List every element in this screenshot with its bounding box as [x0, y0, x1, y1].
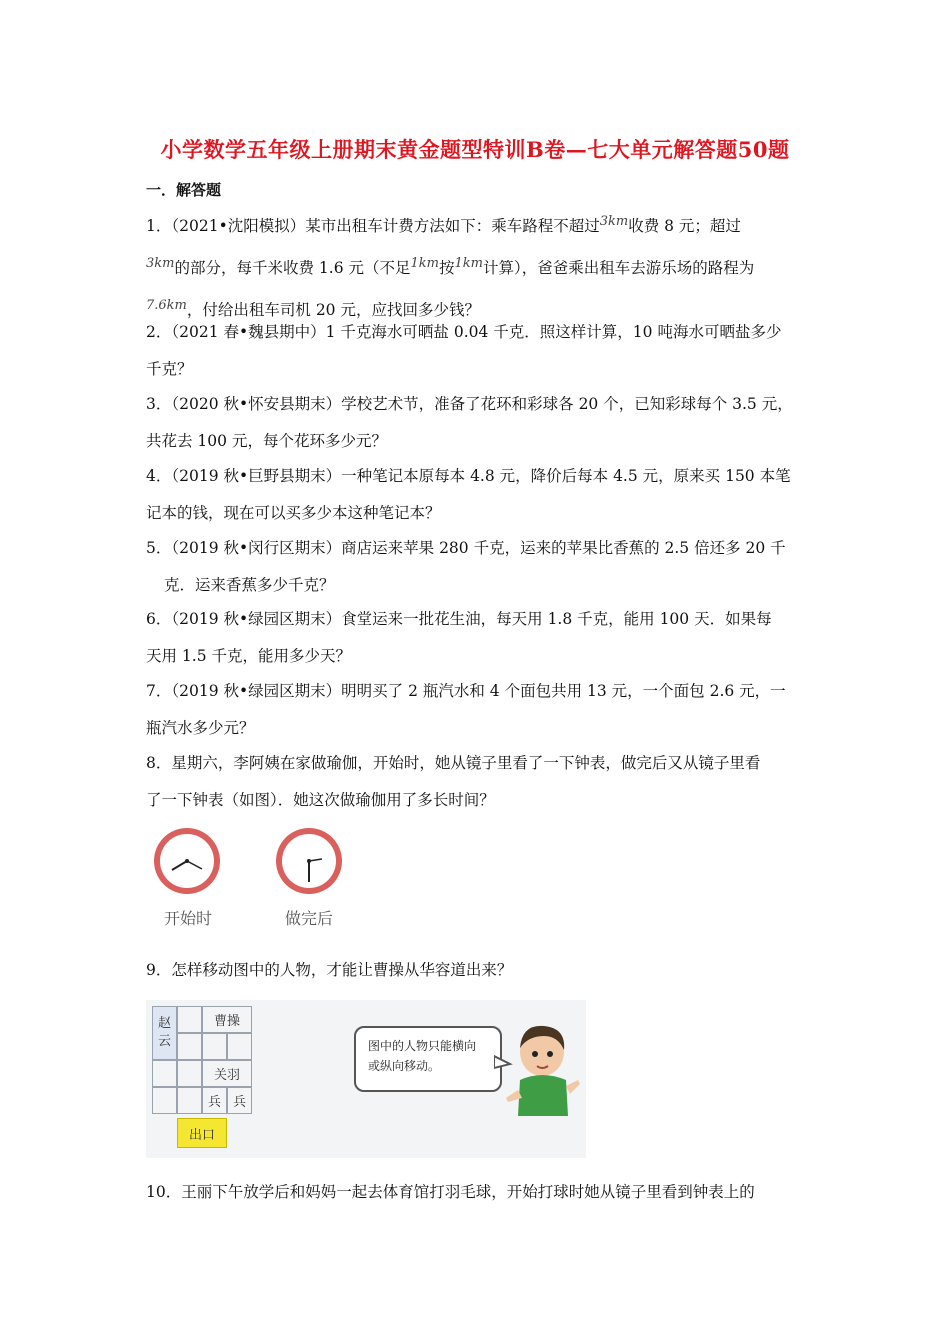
soldier-piece-2: 兵 [227, 1087, 252, 1114]
question-number: 4． [146, 467, 172, 485]
question-2 [146, 314, 811, 388]
question-7 [146, 673, 811, 747]
question-text: 计算），爸爸乘出租车去游乐场的路程为 [482, 259, 755, 277]
grid-cell [152, 1060, 177, 1087]
question-text: 天用 1.5 千克，能用多少天？ [146, 647, 352, 665]
math-expression: 3km [146, 256, 175, 271]
piece-label: 赵 [157, 1016, 171, 1031]
grid-cell [227, 1033, 252, 1060]
piece-label: 云 [157, 1034, 171, 1049]
grid-cell [202, 1033, 227, 1060]
clock-figure [150, 826, 360, 936]
question-text: 按 [438, 259, 455, 277]
soldier-piece-1: 兵 [202, 1087, 227, 1114]
question-text: 怎样移动图中的人物，才能让曹操从华容道出来？ [171, 961, 513, 979]
question-text: 共花去 100 元，每个花环多少元？ [146, 432, 387, 450]
question-number: 9． [146, 961, 172, 979]
question-text: （2019 秋•巨野县期末）一种笔记本原每本 4.8 元，降价后每本 4.5 元，原来买 150 本笔 [171, 467, 791, 485]
question-number: 6． [146, 610, 172, 628]
question-number: 8． [146, 754, 172, 772]
start-clock-label: 开始时 [164, 909, 213, 928]
speech-line: 图中的人物只能横向 [368, 1039, 477, 1053]
question-text: 记本的钱，现在可以买多少本这种笔记本？ [146, 504, 441, 522]
end-clock-label: 做完后 [285, 909, 334, 928]
speech-line: 或纵向移动。 [368, 1059, 441, 1073]
question-text: （2020 秋•怀安县期末）学校艺术节，准备了花环和彩球各 20 个，已知彩球每个 3.5 元， [171, 395, 793, 413]
question-9 [146, 952, 811, 989]
math-expression: 1km [410, 256, 439, 271]
question-text: 收费 8 元；超过 [628, 217, 741, 235]
question-number: 10． [146, 1183, 182, 1201]
grid-cell [177, 1087, 202, 1114]
question-text: 克．运来香蕉多少千克？ [164, 576, 335, 594]
clocks-graphic [150, 826, 360, 896]
question-text: 星期六，李阿姨在家做瑜伽，开始时，她从镜子里看了一下钟表，做完后又从镜子里看 [171, 754, 761, 772]
math-expression: 1km [454, 256, 483, 271]
section-heading: 一．解答题 [146, 181, 222, 199]
question-text: （2019 秋•绿园区期末）食堂运来一批花生油，每天用 1.8 千克，能用 100 天．如果每 [171, 610, 772, 628]
start-clock [154, 828, 220, 894]
question-text: （2019 秋•闵行区期末）商店运来苹果 280 千克，运来的苹果比香蕉的 2.5 倍还多 20 千 [171, 539, 786, 557]
question-10 [146, 1174, 811, 1211]
boy-illustration-icon [504, 1020, 584, 1130]
question-text: （2019 秋•绿园区期末）明明买了 2 瓶汽水和 4 个面包共用 13 元，一个面包 2.6 元，一 [171, 682, 786, 700]
guan-yu-piece: 关羽 [202, 1060, 252, 1087]
question-number: 3． [146, 395, 172, 413]
question-6 [146, 601, 811, 675]
question-3 [146, 386, 811, 460]
question-text: （2021 春•魏县期中）1 千克海水可晒盐 0.04 千克．照这样计算，10 吨海水可晒盐多少 [171, 323, 782, 341]
grid-cell [152, 1087, 177, 1114]
zhao-yun-piece [152, 1006, 177, 1060]
question-text: 瓶汽水多少元？ [146, 719, 255, 737]
page-title: 小学数学五年级上册期末黄金题型特训B卷—七大单元解答题50题 [160, 137, 790, 162]
question-number: 2． [146, 323, 172, 341]
question-text: （2021•沈阳模拟）某市出租车计费方法如下：乘车路程不超过 [171, 217, 600, 235]
question-number: 7． [146, 682, 172, 700]
question-4 [146, 458, 811, 532]
question-1 [146, 203, 811, 329]
question-number: 1． [146, 217, 172, 235]
question-text: 的部分，每千米收费 1.6 元（不足 [174, 259, 411, 277]
question-text: ，付给出租车司机 20 元，应找回多少钱？ [186, 301, 480, 319]
huarong-puzzle-figure [146, 1000, 586, 1158]
grid-cell [177, 1033, 202, 1060]
question-5 [146, 530, 811, 604]
exit-box: 出口 [177, 1118, 227, 1148]
question-number: 5． [146, 539, 172, 557]
grid-cell [177, 1006, 202, 1033]
math-expression: 7.6km [146, 298, 187, 313]
speech-bubble [354, 1026, 502, 1092]
math-expression: 3km [599, 214, 629, 229]
end-clock [276, 828, 342, 894]
cao-cao-piece: 曹操 [202, 1006, 252, 1033]
question-text: 千克？ [146, 360, 193, 378]
grid-cell [177, 1060, 202, 1087]
question-8 [146, 745, 811, 819]
question-text: 了一下钟表（如图）．她这次做瑜伽用了多长时间？ [146, 791, 495, 809]
question-text: 王丽下午放学后和妈妈一起去体育馆打羽毛球，开始打球时她从镜子里看到钟表上的 [181, 1183, 755, 1201]
